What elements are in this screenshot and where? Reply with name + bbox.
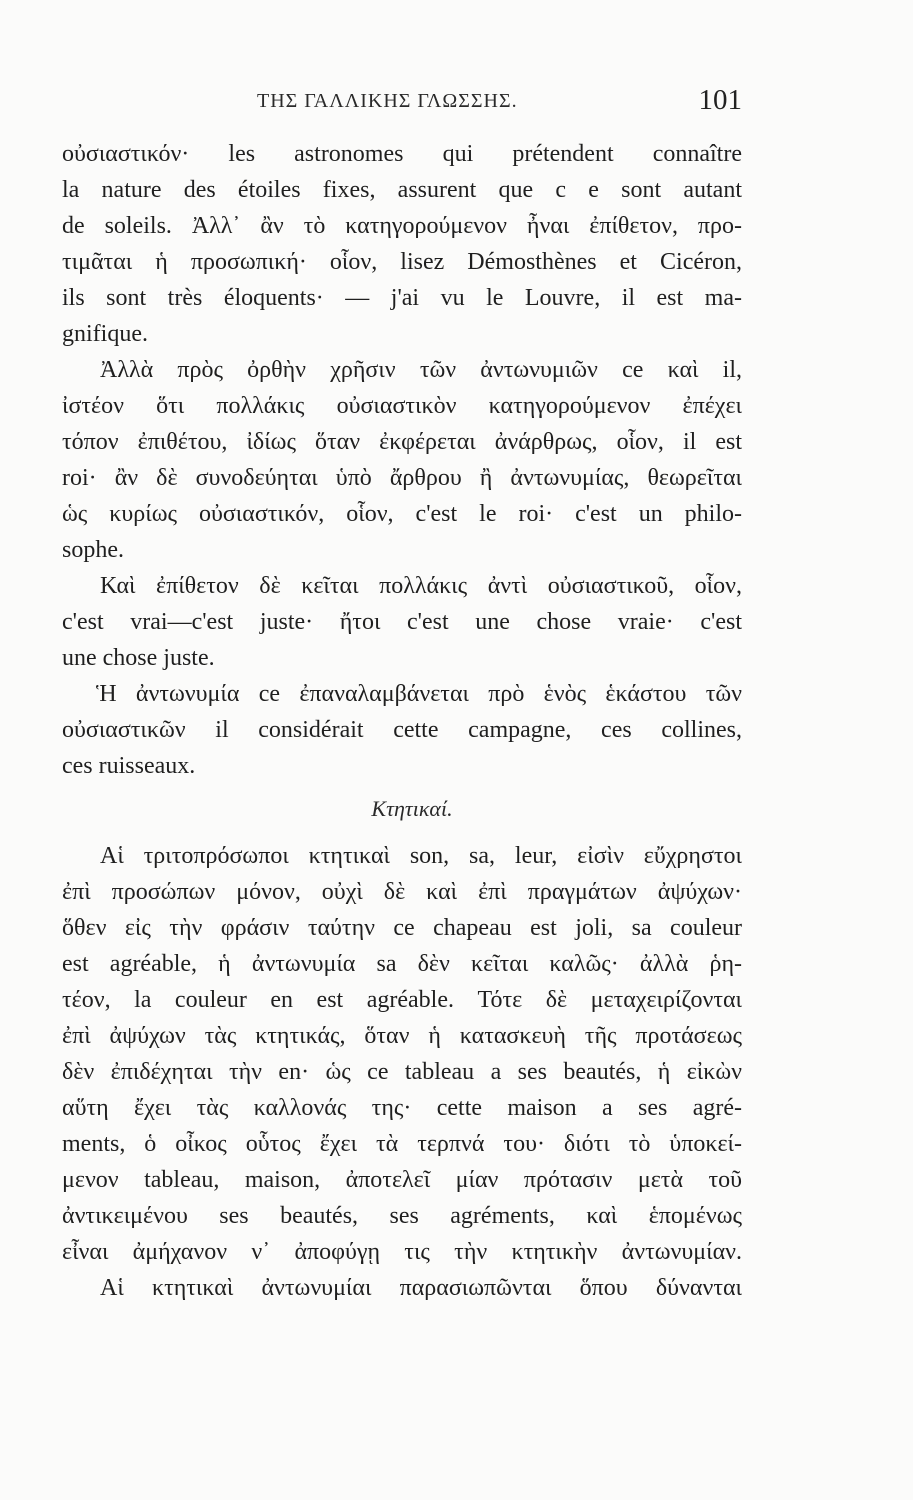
text-line: οὐσιαστικῶν il considérait cette campagne, ces collines, <box>62 717 742 743</box>
paragraph <box>62 1270 742 1306</box>
text-line: μενον tableau, maison, ἀποτελεῖ μίαν πρότασιν μετὰ τοῦ <box>62 1167 742 1193</box>
text-line: ils sont très éloquents· — j'ai vu le Louvre, il est ma- <box>62 285 742 311</box>
text-line: εἶναι ἀμήχανον ν᾽ ἀποφύγῃ τις τὴν κτητικὴν ἀντωνυμίαν. <box>62 1239 742 1265</box>
text-line: ὡς κυρίως οὐσιαστικόν, οἷον, c'est le roi· c'est un philo- <box>62 501 742 527</box>
paragraph <box>62 676 742 784</box>
text-line: roi· ἂν δὲ συνοδεύηται ὑπὸ ἄρθρου ἢ ἀντωνυμίας, θεωρεῖται <box>62 465 742 491</box>
text-line: c'est vrai—c'est juste· ἤτοι c'est une chose vraie· c'est <box>62 609 742 635</box>
text-line: sophe. <box>62 537 124 563</box>
text-line: οὐσιαστικόν· les astronomes qui prétendent connaître <box>62 141 742 167</box>
paragraph <box>62 136 742 352</box>
page-number: 101 <box>698 84 742 116</box>
paragraph <box>62 352 742 568</box>
text-line: τέον, la couleur en est agréable. Τότε δὲ μεταχειρίζονται <box>62 987 742 1013</box>
text-line: Ἡ ἀντωνυμία ce ἐπαναλαμβάνεται πρὸ ἑνὸς ἑκάστου τῶν <box>96 681 742 707</box>
text-line: de soleils. Ἀλλ᾽ ἂν τὸ κατηγορούμενον ἦναι ἐπίθετον, προ- <box>62 213 742 239</box>
page-header <box>62 82 742 118</box>
text-line: gnifique. <box>62 321 148 347</box>
text-line: une chose juste. <box>62 645 215 671</box>
text-line: Αἱ τριτοπρόσωποι κτητικαὶ son, sa, leur, εἰσὶν εὔχρηστοι <box>100 843 742 869</box>
text-line: ἐπὶ προσώπων μόνον, οὐχὶ δὲ καὶ ἐπὶ πραγμάτων ἀψύχων· <box>62 879 742 905</box>
paragraph <box>62 838 742 1270</box>
text-line: ces ruisseaux. <box>62 753 196 779</box>
text-line: Καὶ ἐπίθετον δὲ κεῖται πολλάκις ἀντὶ οὐσιαστικοῦ, οἷον, <box>100 573 742 599</box>
text-line: ἀντικειμένου ses beautés, ses agréments, καὶ ἑπομένως <box>62 1203 742 1229</box>
text-line: Αἱ κτητικαὶ ἀντωνυμίαι παρασιωπῶνται ὅπου δύνανται <box>100 1275 742 1301</box>
text-line: ἰστέον ὅτι πολλάκις οὐσιαστικὸν κατηγορούμενον ἐπέχει <box>62 393 742 419</box>
text-line: est agréable, ἡ ἀντωνυμία sa δὲν κεῖται καλῶς· ἀλλὰ ῥη- <box>62 951 742 977</box>
text-line: la nature des étoiles fixes, assurent que c e sont autant <box>62 177 742 203</box>
section-subheading: Κτητικαί. <box>371 796 453 821</box>
text-line: αὕτη ἔχει τὰς καλλονάς της· cette maison a ses agré- <box>62 1095 742 1121</box>
text-line: τόπον ἐπιθέτου, ἰδίως ὅταν ἐκφέρεται ἀνάρθρως, οἷον, il est <box>62 429 742 455</box>
paragraph <box>62 568 742 676</box>
text-line: ὅθεν εἰς τὴν φράσιν ταύτην ce chapeau est joli, sa couleur <box>62 915 742 941</box>
text-line: Ἀλλὰ πρὸς ὀρθὴν χρῆσιν τῶν ἀντωνυμιῶν ce καὶ il, <box>100 357 742 383</box>
text-line: ἐπὶ ἀψύχων τὰς κτητικάς, ὅταν ἡ κατασκευὴ τῆς προτάσεως <box>62 1023 742 1049</box>
text-line: δὲν ἐπιδέχηται τὴν en· ὡς ce tableau a ses beautés, ἡ εἰκὼν <box>62 1059 742 1085</box>
running-title: ΤΗΣ ΓΑΛΛΙΚΗΣ ΓΛΩΣΣΗΣ. <box>257 90 518 112</box>
text-line: τιμᾶται ἡ προσωπική· οἷον, lisez Démosthènes et Cicéron, <box>62 249 742 275</box>
text-line: ments, ὁ οἶκος οὗτος ἔχει τὰ τερπνά του· διότι τὸ ὑποκεί- <box>62 1131 742 1157</box>
body-text <box>62 136 742 1306</box>
